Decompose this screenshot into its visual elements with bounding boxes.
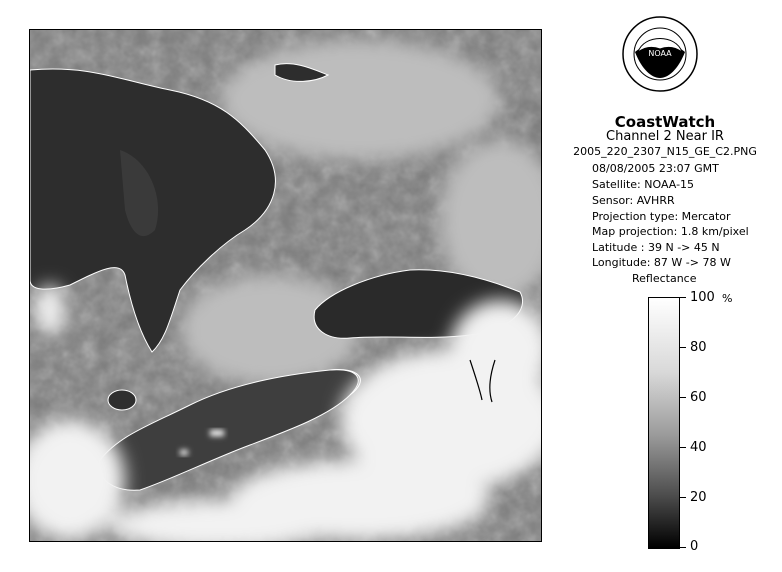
colorbar-tick-label: 20 xyxy=(690,490,707,505)
colorbar-tick-label: 40 xyxy=(690,440,707,455)
colorbar-tick-label: 0 xyxy=(690,539,699,554)
colorbar-unit: % xyxy=(722,292,733,305)
latitude-label: Latitude : 39 N -> 45 N xyxy=(592,241,720,254)
satellite-label: Satellite: NOAA-15 xyxy=(592,178,695,191)
colorbar-tick-label: 100 xyxy=(690,290,715,305)
datetime-label: 08/08/2005 23:07 GMT xyxy=(592,162,719,175)
colorbar-tick xyxy=(680,347,686,348)
noaa-logo-icon xyxy=(620,14,700,110)
channel-label: Channel 2 Near IR xyxy=(606,129,724,144)
sensor-label: Sensor: AVHRR xyxy=(592,194,675,207)
noaa-logo-text: NOAA xyxy=(648,49,672,58)
colorbar-tick-label: 80 xyxy=(690,340,707,355)
filename-label: 2005_220_2307_N15_GE_C2.PNG xyxy=(573,145,757,158)
colorbar-tick xyxy=(680,297,686,298)
product-title: CoastWatch xyxy=(614,113,716,131)
colorbar-tick xyxy=(680,497,686,498)
longitude-label: Longitude: 87 W -> 78 W xyxy=(592,256,731,269)
colorbar-tick xyxy=(680,447,686,448)
reflectance-colorbar xyxy=(648,297,680,549)
colorbar-tick xyxy=(680,397,686,398)
projection-type-label: Projection type: Mercator xyxy=(592,210,731,223)
colorbar-title: Reflectance xyxy=(632,272,697,285)
colorbar-tick xyxy=(680,547,686,548)
map-projection-label: Map projection: 1.8 km/pixel xyxy=(592,225,749,238)
satellite-image xyxy=(29,29,542,542)
colorbar-tick-label: 60 xyxy=(690,390,707,405)
